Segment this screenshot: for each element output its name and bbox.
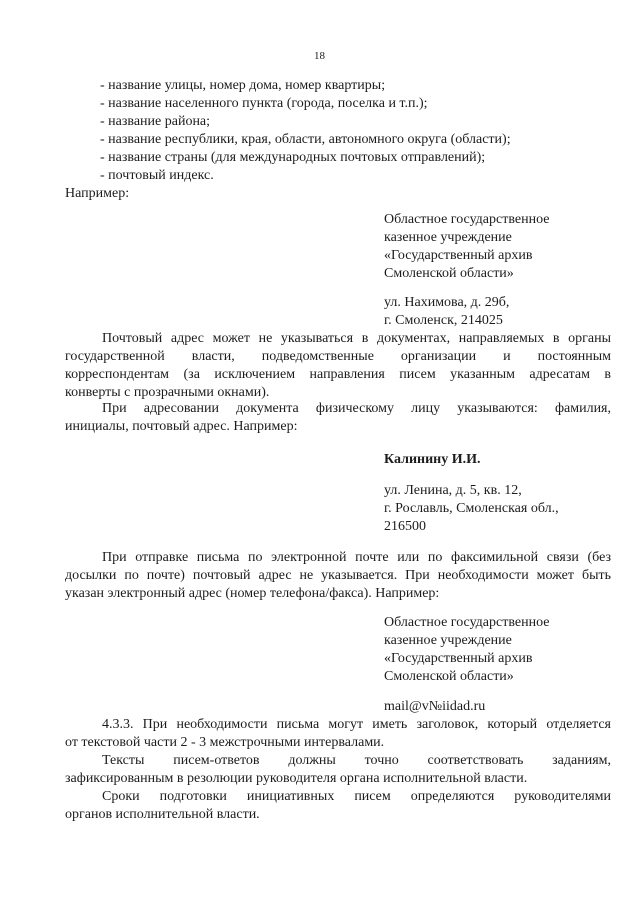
address-line: 216500 bbox=[384, 519, 426, 534]
address-line: Смоленской области» bbox=[384, 669, 514, 684]
address-elements-list bbox=[100, 77, 511, 185]
address-line: «Государственный архив bbox=[384, 248, 533, 263]
paragraph-initiative-letters bbox=[65, 788, 611, 824]
paragraph-line: указан электронный адрес (номер телефона/факса). Например: bbox=[65, 586, 440, 601]
address-line: Смоленской области» bbox=[384, 266, 514, 281]
example-email-address: mail@v№iidad.ru bbox=[384, 699, 486, 714]
paragraph-line: Сроки подготовки инициативных писем определяются руководителями bbox=[102, 789, 611, 804]
paragraph-postal-address-note bbox=[65, 330, 611, 402]
paragraph-line: Тексты писем-ответов должны точно соответствовать заданиям, bbox=[102, 753, 611, 768]
example-postal-address bbox=[384, 294, 509, 330]
example-organization-block bbox=[384, 211, 549, 283]
address-line: казенное учреждение bbox=[384, 633, 512, 648]
paragraph-line: При отправке письма по электронной почте или по факсимильной связи (без bbox=[102, 550, 611, 565]
paragraph-line: корреспондентам (за исключением направления писем указанным адресатам в bbox=[65, 367, 611, 382]
paragraph-section-4-3-3 bbox=[65, 716, 611, 752]
list-item: - название улицы, номер дома, номер квартиры; bbox=[100, 78, 386, 93]
example-individual-address bbox=[384, 482, 559, 536]
list-item: - название страны (для международных почтовых отправлений); bbox=[100, 150, 486, 165]
address-line: казенное учреждение bbox=[384, 230, 512, 245]
address-line: «Государственный архив bbox=[384, 651, 533, 666]
page-number: 18 bbox=[314, 50, 325, 62]
address-line: Областное государственное bbox=[384, 212, 550, 227]
example-recipient-name: Калинину И.И. bbox=[384, 452, 481, 467]
address-line: ул. Нахимова, д. 29б, bbox=[384, 295, 510, 310]
paragraph-individual-addressing bbox=[65, 400, 611, 436]
list-item: - почтовый индекс. bbox=[100, 168, 214, 183]
paragraph-line: 4.3.3. При необходимости письма могут иметь заголовок, который отделяется bbox=[102, 717, 611, 732]
example-organization-block bbox=[384, 614, 549, 686]
paragraph-electronic-mail bbox=[65, 549, 611, 603]
paragraph-line: инициалы, почтовый адрес. Например: bbox=[65, 419, 298, 434]
address-line: г. Рославль, Смоленская обл., bbox=[384, 501, 559, 516]
list-item: - название республики, края, области, автономного округа (области); bbox=[100, 132, 511, 147]
paragraph-line: При адресовании документа физическому лицу указываются: фамилия, bbox=[102, 401, 611, 416]
paragraph-line: государственной власти, подведомственные организации и постоянным bbox=[65, 349, 611, 364]
example-intro: Например: bbox=[65, 186, 130, 201]
address-line: г. Смоленск, 214025 bbox=[384, 313, 503, 328]
paragraph-line: Почтовый адрес может не указываться в документах, направляемых в органы bbox=[102, 331, 611, 346]
list-item: - название района; bbox=[100, 114, 211, 129]
address-line: Областное государственное bbox=[384, 615, 550, 630]
paragraph-line: от текстовой части 2 - 3 межстрочными интервалами. bbox=[65, 735, 385, 750]
paragraph-line: конверты с прозрачными окнами). bbox=[65, 385, 270, 400]
paragraph-line: органов исполнительной власти. bbox=[65, 807, 260, 822]
address-line: ул. Ленина, д. 5, кв. 12, bbox=[384, 483, 522, 498]
paragraph-line: зафиксированным в резолюции руководителя органа исполнительной власти. bbox=[65, 771, 528, 786]
list-item: - название населенного пункта (города, поселка и т.п.); bbox=[100, 96, 428, 111]
paragraph-line: досылки по почте) почтовый адрес не указывается. При необходимости может быть bbox=[65, 568, 611, 583]
paragraph-reply-texts bbox=[65, 752, 611, 788]
